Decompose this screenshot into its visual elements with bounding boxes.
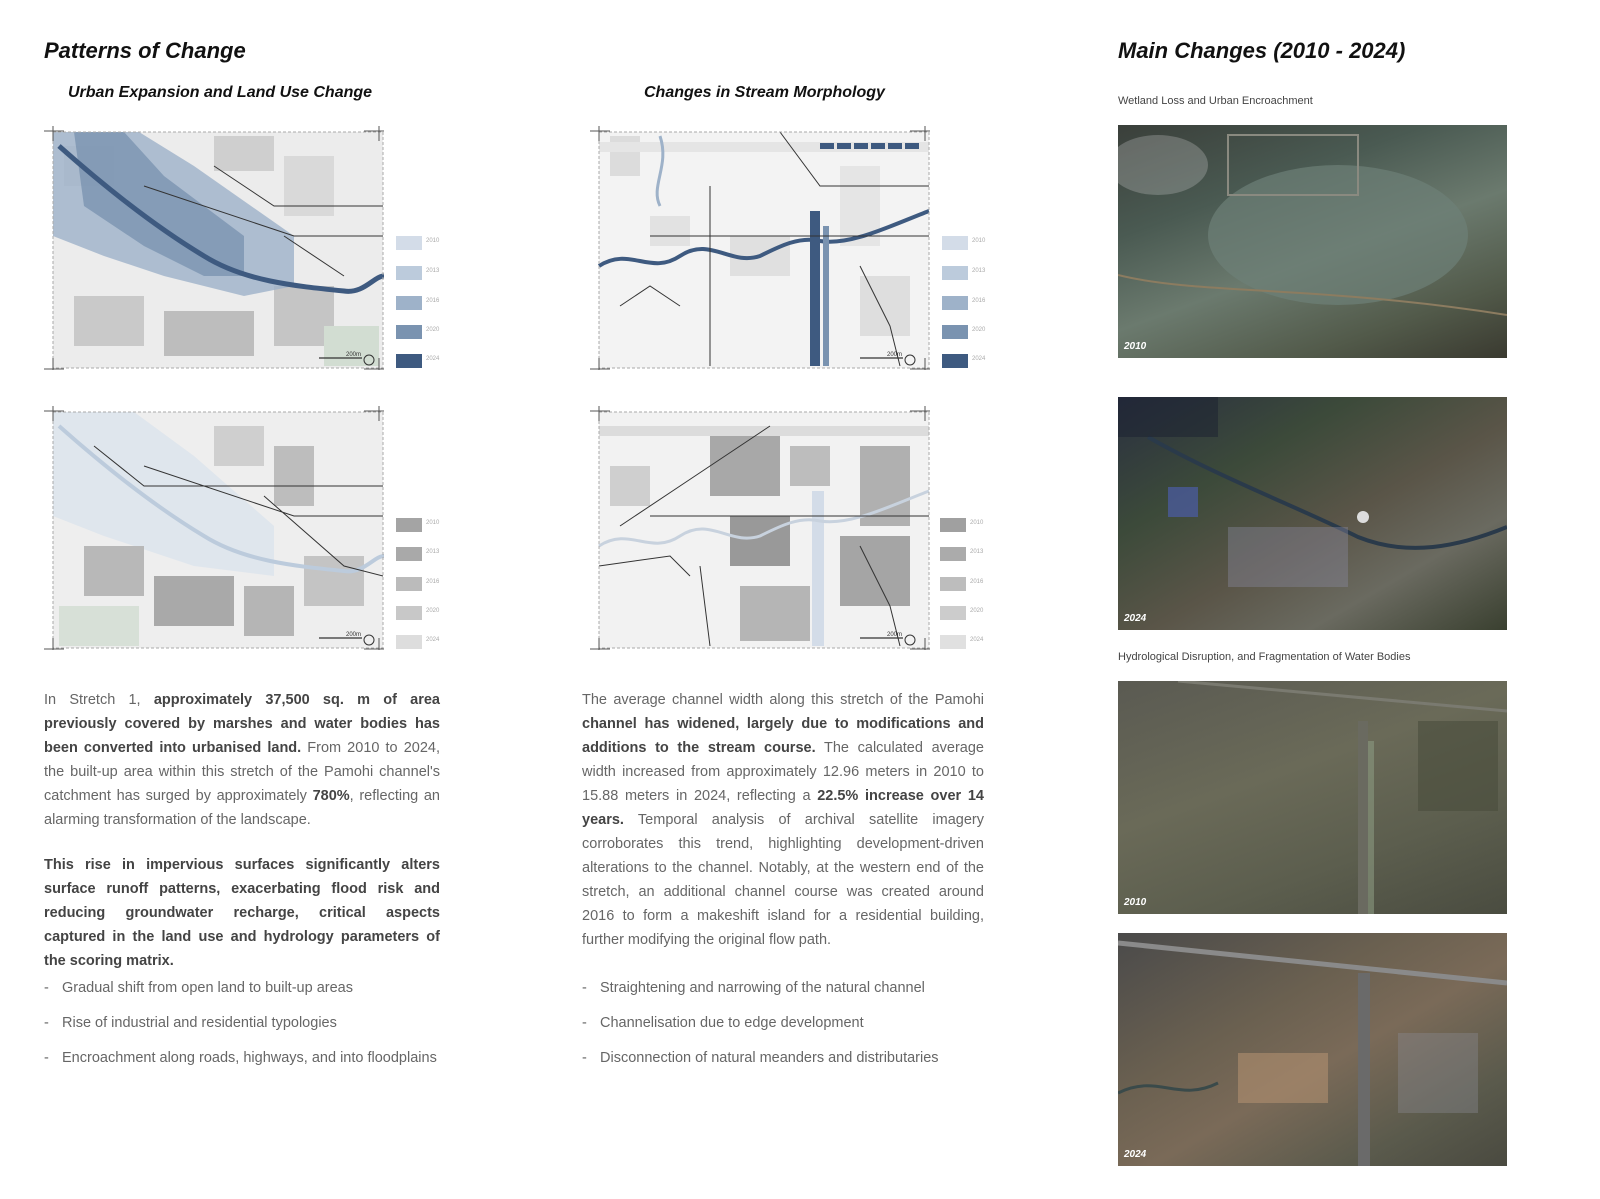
legend-swatch [942, 266, 968, 280]
legend-label: 2024 [970, 637, 984, 643]
legend-label: 2024 [972, 356, 986, 362]
legend-swatch [396, 577, 422, 591]
stream-bullet-list [582, 980, 1002, 1085]
para-text: , reflecting an alarming transformation of the landscape. [44, 788, 440, 828]
impervious-surfaces-paragraph: This rise in impervious surfaces significantly alters surface runoff patterns, exacerbating flood risk and reducing groundwater recharge, critical aspects captured in the land use and hydrology parameters of the scoring matrix. [44, 857, 440, 969]
legend-swatch [396, 547, 422, 561]
page-title: Patterns of Change [44, 38, 246, 63]
scale-label: 200m [887, 632, 903, 638]
scale-label: 200m [346, 632, 362, 638]
scale-label: 200m [887, 352, 903, 358]
legend-label: 2010 [426, 238, 440, 244]
satellite-image-hydrology-2010 [1118, 681, 1507, 914]
wetland-loss-caption: Wetland Loss and Urban Encroachment [1118, 95, 1313, 107]
photo-year: 2010 [1124, 341, 1147, 352]
para-text: In Stretch 1, [44, 692, 154, 708]
list-item: - Rise of industrial and residential typologies [44, 1015, 464, 1050]
legend-label: 2016 [426, 298, 440, 304]
legend-label: 2013 [970, 549, 984, 555]
list-item: - Gradual shift from open land to built-up areas [44, 980, 464, 1015]
legend-label: 2020 [970, 608, 984, 614]
channel-width-paragraph [582, 688, 984, 952]
legend-swatch [396, 518, 422, 532]
para-bold: approximately 37,500 sq. m of area previously covered by marshes and water bodies has been converted into urbanised land. [44, 692, 440, 756]
stretch-land-use-paragraph [44, 688, 440, 832]
legend-label: 2016 [426, 579, 440, 585]
legend-swatch [940, 518, 966, 532]
legend-swatch [942, 354, 968, 368]
satellite-image-hydrology-2024 [1118, 933, 1507, 1166]
legend-swatch [940, 547, 966, 561]
legend-swatch [396, 236, 422, 250]
legend-swatch [942, 325, 968, 339]
land-use-map-blue [44, 126, 384, 370]
para-bold: channel has widened, largely due to modifications and additions to the stream course. [582, 716, 984, 756]
legend-swatch [940, 577, 966, 591]
legend-label: 2016 [972, 298, 986, 304]
stream-map-gray [590, 406, 930, 650]
main-changes-title: Main Changes (2010 - 2024) [1118, 38, 1406, 63]
legend-label: 2020 [426, 608, 440, 614]
legend-swatch [396, 325, 422, 339]
legend-label: 2020 [426, 327, 440, 333]
legend-label: 2010 [426, 520, 440, 526]
photo-year: 2024 [1124, 613, 1147, 624]
para-text: The average channel width along this stretch of the Pamohi [582, 692, 984, 708]
legend-label: 2010 [970, 520, 984, 526]
para-text: Temporal analysis of archival satellite imagery corroborates this trend, highlighting development-driven alterations to the channel. Notably, at the western end of the stretch, an additional channel course was created around 2016 to form a makeshift island for a residential building, further modifying the original flow path. [582, 812, 984, 948]
list-item: - Disconnection of natural meanders and distributaries [582, 1050, 1002, 1085]
para-text: From 2010 to 2024, the built-up area within this stretch of the Pamohi channel's catchment has surged by approximately [44, 740, 440, 804]
legend-swatch [940, 635, 966, 649]
legend-land-use-gray [396, 518, 446, 658]
legend-label: 2020 [972, 327, 986, 333]
urban-expansion-heading: Urban Expansion and Land Use Change [68, 84, 373, 101]
para-text: The calculated average width increased from approximately 12.96 meters in 2010 to 15.88 meters in 2024, reflecting a [582, 740, 984, 804]
list-item: - Encroachment along roads, highways, and into floodplains [44, 1050, 464, 1085]
legend-stream-gray [940, 518, 990, 658]
legend-swatch [396, 635, 422, 649]
para-bold: 780% [312, 788, 350, 804]
para-bold: 22.5% increase over 14 years. [582, 788, 984, 828]
legend-land-use-blue [396, 236, 446, 376]
legend-swatch [396, 354, 422, 368]
stream-morphology-heading: Changes in Stream Morphology [644, 84, 885, 101]
stream-map-blue [590, 126, 930, 370]
legend-swatch [942, 296, 968, 310]
land-use-map-gray [44, 406, 384, 650]
legend-label: 2010 [972, 238, 986, 244]
legend-label: 2013 [426, 268, 440, 274]
hydrological-disruption-caption: Hydrological Disruption, and Fragmentation of Water Bodies [1118, 651, 1411, 663]
legend-label: 2024 [426, 356, 440, 362]
legend-swatch [396, 606, 422, 620]
legend-swatch [396, 266, 422, 280]
legend-swatch [942, 236, 968, 250]
legend-stream-blue [942, 236, 992, 376]
legend-label: 2024 [426, 637, 440, 643]
list-item: - Channelisation due to edge development [582, 1015, 1002, 1050]
scale-label: 200m [346, 352, 362, 358]
list-item: - Straightening and narrowing of the natural channel [582, 980, 1002, 1015]
legend-label: 2013 [972, 268, 986, 274]
legend-label: 2013 [426, 549, 440, 555]
photo-year: 2024 [1124, 1149, 1147, 1160]
legend-swatch [396, 296, 422, 310]
legend-label: 2016 [970, 579, 984, 585]
legend-swatch [940, 606, 966, 620]
photo-year: 2010 [1124, 897, 1147, 908]
satellite-image-wetland-2010 [1118, 125, 1507, 358]
land-use-bullet-list [44, 980, 464, 1085]
satellite-image-wetland-2024 [1118, 397, 1507, 630]
